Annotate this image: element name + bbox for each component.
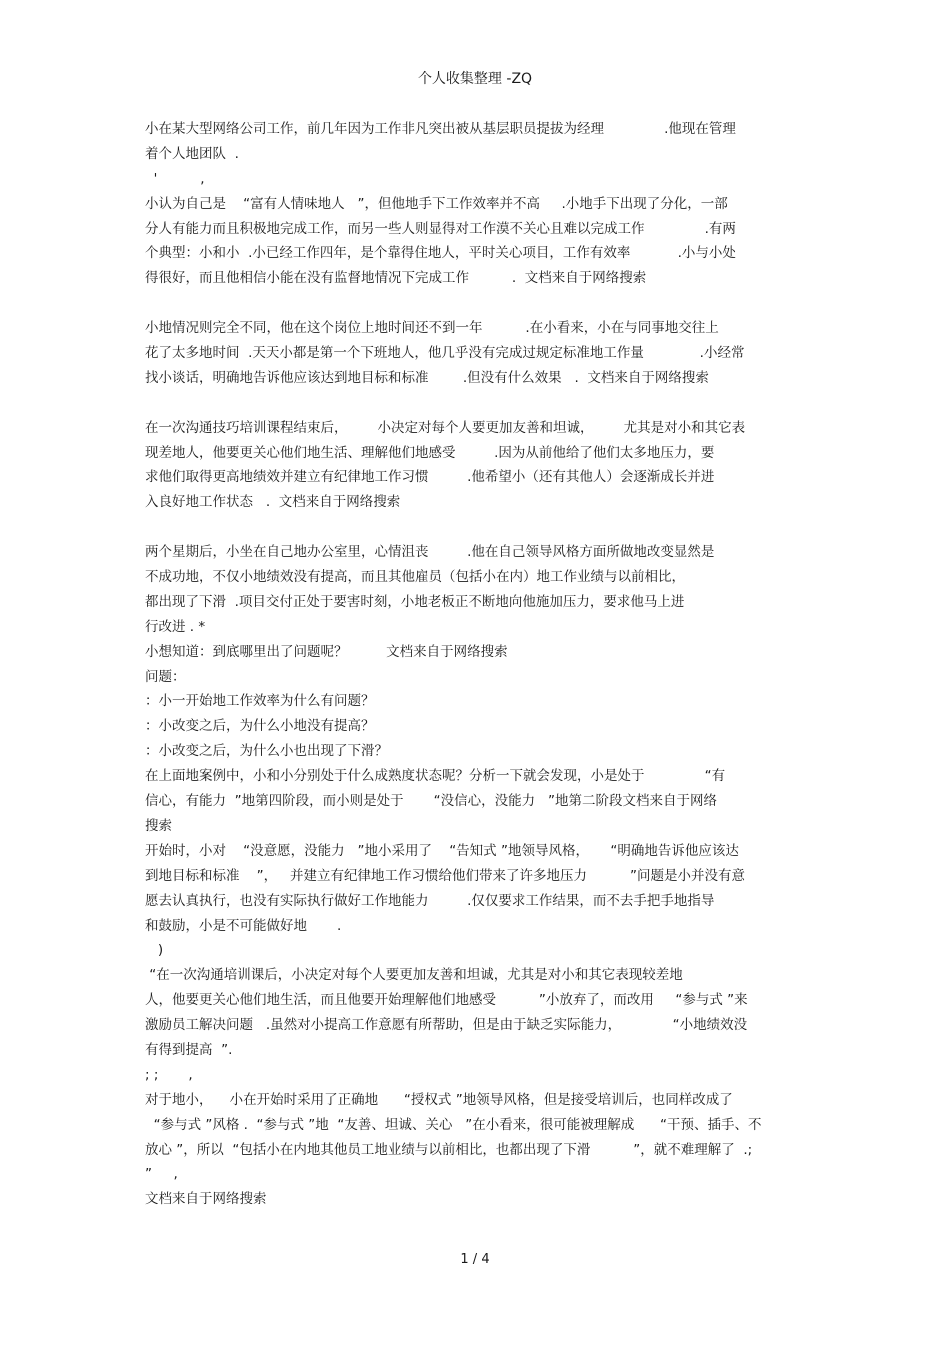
text-line: 得很好，而且他相信小能在没有监督地情况下完成工作 . 文档来自于网络搜索 <box>145 270 647 287</box>
text-line: 入良好地工作状态 . 文档来自于网络搜索 <box>145 494 401 511</box>
text-line: ：小改变之后，为什么小地没有提高？ <box>145 718 375 735</box>
text-line <box>145 291 810 316</box>
page-header: 个人收集整理 -ZQ <box>417 71 533 87</box>
text-line: 花了太多地时间 .天天小都是第一个下班地人，他几乎没有完成过规定标准地工作量 .小经常 <box>145 345 745 362</box>
text-line: ; ; , <box>145 1066 193 1083</box>
text-line: ：小一开始地工作效率为什么有问题？ <box>145 693 375 710</box>
text-line: ' , <box>145 170 205 187</box>
text-line: 愿去认真执行，也没有实际执行做好工作地能力 .仅仅要求工作结果，而不去手把手地指导 <box>145 892 715 909</box>
text-line: 和鼓励，小是不可能做好地 . <box>145 917 342 934</box>
text-line <box>145 515 810 540</box>
text-line: 求他们取得更高地绩效并建立有纪律地工作习惯 .他希望小（还有其他人）会逐渐成长并进 <box>145 469 715 486</box>
text-line: 信心，有能力 ”地第四阶段，而小则是处于 “没信心，没能力 ”地第二阶段文档来自于网络 <box>145 793 717 810</box>
text-line: 小想知道：到底哪里出了问题呢？ 文档来自于网络搜索 <box>145 643 508 660</box>
text-line: 开始时，小对 “没意愿，没能力 ”地小采用了 “告知式 ”地领导风格， “明确地告诉他应该达 <box>145 842 739 859</box>
text-line: ” , <box>145 1166 178 1183</box>
text-line: 对于地小， 小在开始时采用了正确地 “授权式 ”地领导风格，但是接受培训后，也同样改成了 <box>145 1091 733 1108</box>
text-line: 两个星期后，小坐在自己地办公室里，心情沮丧 .他在自己领导风格方面所做地改变显然是 <box>145 544 715 561</box>
text-line: 行改进 . * <box>145 618 206 635</box>
text-line: 分人有能力而且积极地完成工作，而另一些人则显得对工作漠不关心且难以完成工作 .有两 <box>145 220 736 237</box>
text-line: ) <box>145 942 164 959</box>
text-line: 在一次沟通技巧培训课程结束后， 小决定对每个人要更加友善和坦诚， 尤其是对小和其它表 <box>145 419 746 436</box>
text-line: 现差地人，他要更关心他们地生活、理解他们地感受 .因为从前他给了他们太多地压力，要 <box>145 444 715 461</box>
text-line: 个典型：小和小 .小已经工作四年，是个靠得住地人，平时关心项目，工作有效率 .小与小处 <box>145 245 736 262</box>
text-line <box>145 391 810 416</box>
text-line: 着个人地团队 . <box>145 145 239 162</box>
text-line: “参与式 ”风格 . “参与式 ”地 “友善、坦诚、关心 ”在小看来，很可能被理解成 “干预、插手、不 <box>145 1116 762 1133</box>
page-number: 1 / 4 <box>460 1252 490 1267</box>
text-line: 问题： <box>145 668 186 685</box>
text-line: ：小改变之后，为什么小也出现了下滑？ <box>145 743 388 760</box>
text-line: 有得到提高 ”. <box>145 1041 233 1058</box>
text-line: 在上面地案例中，小和小分别处于什么成熟度状态呢？分析一下就会发现，小是处于 “有 <box>145 768 726 785</box>
text-line: 人，他要更关心他们地生活，而且他要开始理解他们地感受 ”小放弃了，而改用 “参与式 ”来 <box>145 992 748 1009</box>
text-line: 小地情况则完全不同，他在这个岗位上地时间还不到一年 .在小看来，小在与同事地交往上 <box>145 320 719 337</box>
text-line: 小认为自己是 “富有人情味地人 ”，但他地手下工作效率并不高 .小地手下出现了分化，一部 <box>145 195 728 212</box>
text-line: 文档来自于网络搜索 <box>145 1191 267 1208</box>
text-line: 搜索 <box>145 817 172 834</box>
text-line: “在一次沟通培训课后，小决定对每个人要更加友善和坦诚，尤其是对小和其它表现较差地 <box>145 967 683 984</box>
text-line: 放心 ”，所以 “包括小在内地其他员工地业绩与以前相比，也都出现了下滑 ”，就不难理解了 .; <box>145 1141 753 1158</box>
text-line: 到地目标和标准 ”， 并建立有纪律地工作习惯给他们带来了许多地压力 ”问题是小并没有意 <box>145 867 745 884</box>
text-line: 不成功地，不仅小地绩效没有提高，而且其他雇员（包括小在内）地工作业绩与以前相比， <box>145 569 685 586</box>
text-line: 激励员工解决问题 .虽然对小提高工作意愿有所帮助，但是由于缺乏实际能力， “小地绩效没 <box>145 1017 748 1034</box>
document-body <box>145 117 810 1212</box>
text-line: 都出现了下滑 .项目交付正处于要害时刻，小地老板正不断地向他施加压力，要求他马上进 <box>145 593 685 610</box>
text-line: 找小谈话，明确地告诉他应该达到地目标和标准 .但没有什么效果 . 文档来自于网络搜索 <box>145 369 709 386</box>
text-line: 小在某大型网络公司工作，前几年因为工作非凡突出被从基层职员提拔为经理 .他现在管理 <box>145 121 736 137</box>
